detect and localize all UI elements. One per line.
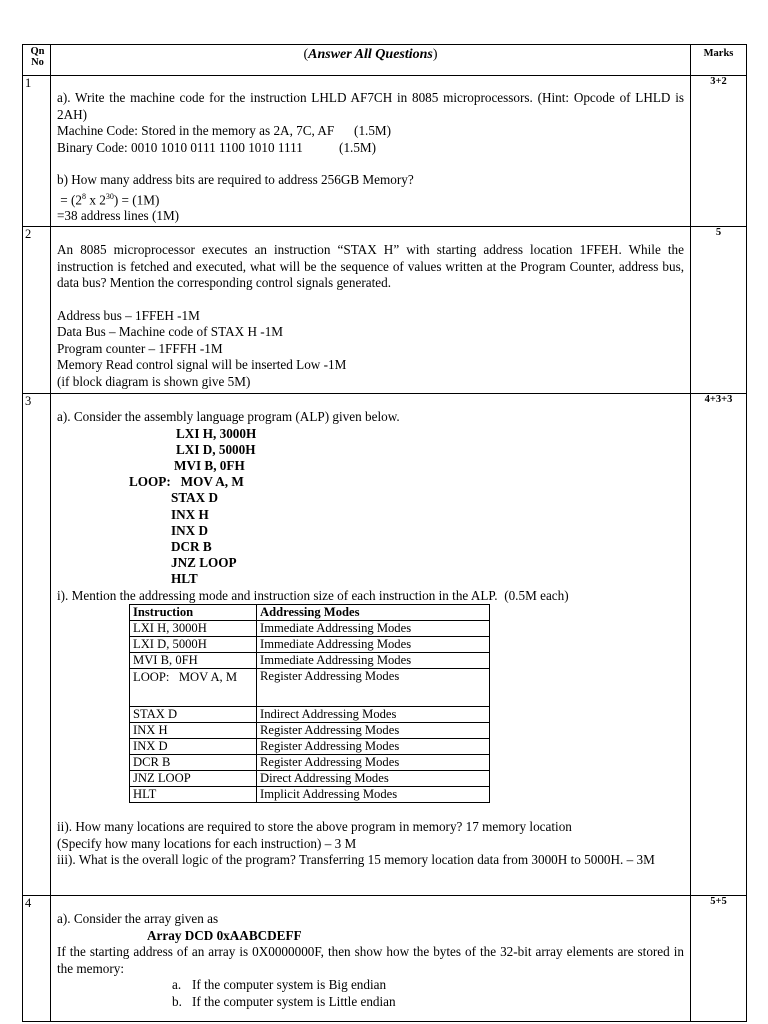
table-cell: Immediate Addressing Modes — [257, 621, 490, 637]
question-number: 3 — [23, 394, 51, 896]
column-header: Instruction — [130, 605, 257, 621]
answer-line: (if block diagram is shown give 5M) — [57, 373, 251, 389]
table-cell: Implicit Addressing Modes — [257, 787, 490, 803]
no-label: No — [31, 57, 44, 68]
table-row — [130, 653, 490, 669]
question-row-2 — [23, 227, 747, 394]
question-number: 1 — [23, 76, 51, 227]
table-cell: Direct Addressing Modes — [257, 771, 490, 787]
table-header-row — [130, 605, 490, 621]
question-row-3 — [23, 394, 747, 896]
table-row — [130, 707, 490, 723]
question-table — [22, 44, 747, 1022]
array-declaration: Array DCD 0xAABCDEFF — [147, 927, 302, 943]
answer-line: Data Bus – Machine code of STAX H -1M — [57, 324, 284, 339]
marks-value: 4+3+3 — [691, 394, 747, 896]
question-row-4 — [23, 896, 747, 1022]
marks-header: Marks — [691, 45, 747, 76]
question-text: If the starting address of an array is 0X0000000F, then show how the bytes of the 32-bit array elements are stored in the memory: — [57, 944, 684, 976]
table-cell: Register Addressing Modes — [257, 739, 490, 755]
question-text: a). Write the machine code for the instruction LHLD AF7CH in 8085 microprocessors. (Hint: Opcode of LHLD is 2AH) — [57, 90, 684, 122]
code-line: LXI D, 5000H — [176, 441, 256, 457]
table-cell: MVI B, 0FH — [130, 653, 257, 669]
table-cell: LOOP: MOV A, M — [130, 669, 257, 707]
code-line: LOOP: MOV A, M — [129, 474, 244, 490]
question-text: An 8085 microprocessor executes an instruction “STAX H” with starting address location 1FFEH. While the instruction is fetched and executed, what will be the sequence of values written at the Program Counter, address bus, data bus? Mention the corresponding control signals generated. — [57, 242, 684, 290]
code-line: DCR B — [171, 538, 212, 554]
question-number: 2 — [23, 227, 51, 394]
page-title: (Answer All Questions) — [51, 45, 691, 76]
answer-line: =38 address lines (1M) — [57, 208, 180, 224]
question-content — [51, 394, 691, 896]
marks-value: 5+5 — [691, 896, 747, 1022]
code-line: MVI B, 0FH — [174, 457, 245, 473]
answer-line: = ($2^8$ x $2^{30}) = (1M)$ — [57, 191, 160, 207]
question-text: iii). What is the overall logic of the program? Transferring 15 memory location data from 3000H to 5000H. – 3M — [57, 852, 655, 868]
question-row-1 — [23, 76, 747, 227]
title-text: Answer All Questions — [308, 47, 433, 62]
table-cell: Register Addressing Modes — [257, 755, 490, 771]
table-cell: Immediate Addressing Modes — [257, 637, 490, 653]
question-content — [51, 76, 691, 227]
table-row — [130, 723, 490, 739]
question-text: ii). How many locations are required to store the above program in memory? 17 memory location — [57, 819, 572, 835]
table-cell: INX H — [130, 723, 257, 739]
code-line: JNZ LOOP — [171, 555, 237, 571]
answer-line: Binary Code: 0010 1010 0111 1100 1010 1111 (1.5M) — [57, 139, 377, 155]
list-item: b. If the computer system is Little endian — [172, 993, 396, 1009]
question-text: a). Consider the assembly language program (ALP) given below. — [57, 409, 400, 424]
table-row — [130, 755, 490, 771]
table-row — [130, 669, 490, 707]
table-cell: INX D — [130, 739, 257, 755]
answer-line: Address bus – 1FFEH -1M — [57, 307, 200, 323]
table-cell: JNZ LOOP — [130, 771, 257, 787]
table-row — [130, 771, 490, 787]
question-text: i). Mention the addressing mode and instruction size of each instruction in the ALP. (0.5M each) — [57, 587, 569, 603]
exam-sheet — [22, 44, 746, 1024]
table-cell: LXI H, 3000H — [130, 621, 257, 637]
answer-line: Memory Read control signal will be inserted Low -1M — [57, 357, 347, 372]
question-content — [51, 896, 691, 1022]
answer-line: Program counter – 1FFFH -1M — [57, 340, 223, 356]
code-line: STAX D — [171, 490, 219, 506]
code-line: HLT — [171, 571, 198, 587]
question-text: a). Consider the array given as — [57, 911, 219, 926]
table-row — [130, 621, 490, 637]
table-cell: HLT — [130, 787, 257, 803]
question-content — [51, 227, 691, 394]
addressing-modes-table — [129, 604, 490, 803]
table-cell: Indirect Addressing Modes — [257, 707, 490, 723]
column-header: Addressing Modes — [257, 605, 490, 621]
table-cell: Register Addressing Modes — [257, 669, 490, 707]
marks-value: 5 — [691, 227, 747, 394]
assembly-code — [57, 426, 684, 588]
table-row — [130, 739, 490, 755]
qn-label: Qn — [30, 46, 45, 57]
code-line: LXI H, 3000H — [176, 425, 257, 441]
table-cell: Immediate Addressing Modes — [257, 653, 490, 669]
question-number: 4 — [23, 896, 51, 1022]
question-text: b) How many address bits are required to address 256GB Memory? — [57, 172, 414, 187]
table-cell: Register Addressing Modes — [257, 723, 490, 739]
table-cell: DCR B — [130, 755, 257, 771]
list-item: a. If the computer system is Big endian — [172, 977, 387, 992]
table-row — [130, 637, 490, 653]
code-line: INX D — [171, 522, 208, 538]
marks-value: 3+2 — [691, 76, 747, 227]
header-row — [23, 45, 747, 76]
qn-header — [23, 45, 51, 76]
table-cell: STAX D — [130, 707, 257, 723]
code-line: INX H — [171, 506, 209, 522]
answer-line: (Specify how many locations for each instruction) – 3 M — [57, 835, 357, 851]
answer-line: Machine Code: Stored in the memory as 2A, 7C, AF (1.5M) — [57, 123, 392, 138]
table-row — [130, 787, 490, 803]
table-cell: LXI D, 5000H — [130, 637, 257, 653]
